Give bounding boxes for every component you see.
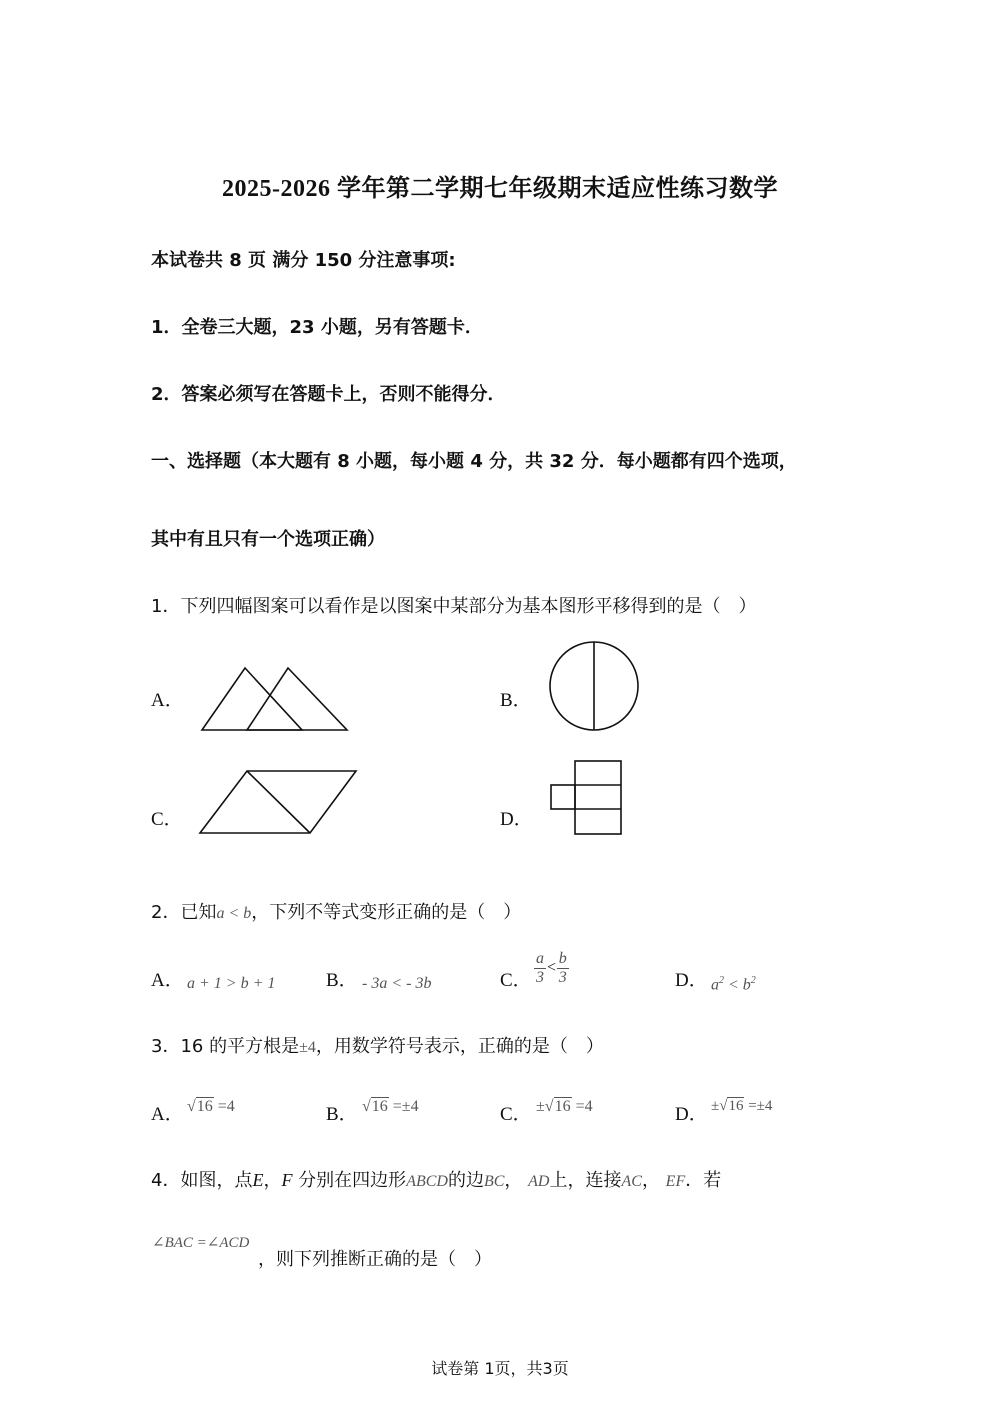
q2-option-a-math: a + 1 > b + 1 bbox=[187, 975, 276, 992]
q4-point-e: E bbox=[252, 1170, 264, 1190]
q4-text-3: 的边 bbox=[447, 1170, 484, 1191]
q2-d-exponent-1: 2 bbox=[719, 975, 724, 986]
q1-stem: 1．下列四幅图案可以看作是以图案中某部分为基本图形平移得到的是（ ） bbox=[151, 596, 757, 617]
q3-d-radicand: 16 bbox=[728, 1098, 744, 1114]
q3-c-prefix: ± bbox=[536, 1098, 545, 1115]
q2-c-denominator-1: 3 bbox=[536, 969, 544, 986]
q4-text-1: 4．如图，点 bbox=[151, 1170, 253, 1191]
section-heading-line-1: 一、选择题（本大题有 8 小题，每小题 4 分，共 32 分．每小题都有四个选项， bbox=[151, 451, 797, 472]
q3-option-d-label: D． bbox=[675, 1104, 708, 1125]
q2-stem-prefix: 2．已知 bbox=[151, 902, 217, 923]
page-footer: 试卷第 1页，共3页 bbox=[431, 1359, 569, 1378]
q4-point-f: F bbox=[281, 1170, 293, 1190]
q4-text-7: ．若 bbox=[685, 1170, 722, 1191]
q2-c-numerator-2: b bbox=[558, 950, 567, 967]
q2-c-operator: < bbox=[546, 959, 557, 977]
q4-condition-math: ∠BAC =∠ACD bbox=[152, 1235, 250, 1251]
q4-text-5: 上，连接 bbox=[549, 1170, 622, 1191]
q2-stem-math: a < b bbox=[216, 905, 252, 922]
q4-stem-line-2: ，则下列推断正确的是（ ） bbox=[258, 1249, 492, 1270]
q2-stem-suffix: ，下列不等式变形正确的是（ ） bbox=[251, 902, 522, 923]
q3-option-c-label: C． bbox=[500, 1104, 532, 1125]
q2-d-base-2: b bbox=[742, 976, 751, 994]
q4-segment-ac: AC bbox=[621, 1173, 642, 1190]
q2-option-c-fraction-left bbox=[534, 950, 546, 987]
q2-option-b-label: B． bbox=[326, 970, 358, 991]
q4-text-6: ， bbox=[641, 1170, 660, 1191]
page-title: 2025-2026 学年第二学期七年级期末适应性练习数学 bbox=[222, 176, 778, 202]
q4-stem-line-1 bbox=[151, 1166, 721, 1192]
q2-d-operator: < bbox=[724, 976, 743, 994]
q2-option-c-fraction-right bbox=[557, 950, 569, 987]
q3-stem-prefix: 3．16 的平方根是 bbox=[151, 1036, 300, 1057]
q2-d-exponent-2: 2 bbox=[750, 975, 756, 986]
notes-item-1: 1．全卷三大题，23 小题，另有答题卡． bbox=[151, 317, 483, 338]
q2-d-base-1: a bbox=[711, 976, 719, 994]
q2-option-c-math bbox=[534, 950, 569, 987]
q3-stem-suffix: ，用数学符号表示，正确的是（ ） bbox=[315, 1036, 604, 1057]
q3-a-radicand: 16 bbox=[196, 1098, 213, 1115]
q2-option-a-label: A． bbox=[151, 970, 184, 991]
q1-option-b-label: B． bbox=[500, 690, 532, 711]
q1-figure-b-circle bbox=[545, 638, 645, 738]
q2-c-numerator-1: a bbox=[536, 950, 544, 967]
q3-b-radicand: 16 bbox=[371, 1098, 388, 1115]
notes-item-2: 2．答案必须写在答题卡上，否则不能得分． bbox=[151, 384, 506, 405]
q1-figure-c-parallelogram bbox=[195, 765, 365, 840]
q4-quad-abcd: ABCD bbox=[406, 1173, 448, 1190]
q1-figure-d-rectangles bbox=[545, 758, 630, 838]
q3-stem bbox=[151, 1032, 604, 1058]
q2-option-d-math bbox=[711, 975, 756, 994]
q2-stem bbox=[151, 898, 521, 924]
q3-option-a-label: A． bbox=[151, 1104, 184, 1125]
q4-text-4: ， bbox=[504, 1170, 523, 1191]
q4-segment-ef: EF bbox=[665, 1173, 686, 1190]
q4-side-bc: BC bbox=[483, 1173, 505, 1190]
q2-option-d-label: D． bbox=[675, 970, 708, 991]
q4-comma: ， bbox=[263, 1170, 282, 1191]
q2-option-b-math: - 3a < - 3b bbox=[362, 975, 432, 992]
q3-option-b-label: B． bbox=[326, 1104, 358, 1125]
q1-option-a-label: A． bbox=[151, 690, 184, 711]
q2-c-denominator-2: 3 bbox=[558, 969, 567, 986]
q3-d-suffix: =±4 bbox=[744, 1098, 773, 1114]
q4-side-ad: AD bbox=[528, 1173, 550, 1190]
q3-option-d-math: ±√16 =±4 bbox=[711, 1098, 773, 1114]
q3-c-suffix: =4 bbox=[571, 1098, 593, 1115]
notes-header: 本试卷共 8 页 满分 150 分注意事项: bbox=[151, 250, 456, 271]
q1-figure-a-overlapping-triangles bbox=[195, 660, 355, 740]
q4-text-2: 分别在四边形 bbox=[292, 1170, 407, 1191]
q3-b-suffix: =±4 bbox=[388, 1098, 419, 1115]
q2-option-c-label: C． bbox=[500, 970, 532, 991]
q3-option-b-math: √16 =±4 bbox=[362, 1098, 419, 1115]
q3-a-suffix: =4 bbox=[213, 1098, 235, 1115]
q3-c-radicand: 16 bbox=[554, 1098, 571, 1115]
q3-d-prefix: ± bbox=[711, 1098, 720, 1114]
q3-option-a-math: √16 =4 bbox=[187, 1098, 235, 1115]
q1-option-c-label: C． bbox=[151, 809, 183, 830]
q3-option-c-math: ±√16 =4 bbox=[536, 1098, 593, 1115]
section-heading-line-2: 其中有且只有一个选项正确） bbox=[151, 529, 385, 550]
q1-option-d-label: D． bbox=[500, 809, 533, 830]
q3-stem-math: ±4 bbox=[299, 1039, 316, 1056]
